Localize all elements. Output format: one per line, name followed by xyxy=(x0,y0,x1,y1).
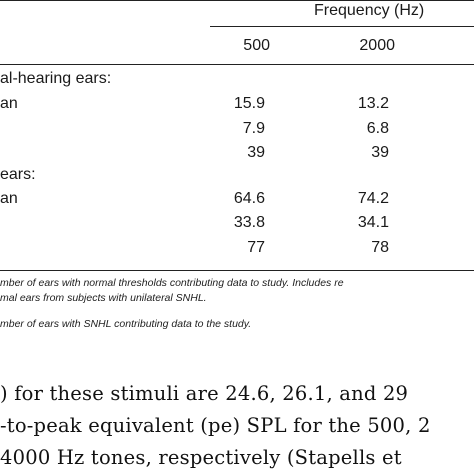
frequency-header: Frequency (Hz) xyxy=(314,2,425,19)
table-cell: 15.9 xyxy=(233,95,265,112)
footnote: mber of ears with SNHL contributing data to the study. xyxy=(0,318,252,330)
body-text-line: 4000 Hz tones, respectively (Stapells et xyxy=(0,446,402,469)
table-cell: 34.1 xyxy=(357,214,389,231)
table-cell: 39 xyxy=(371,144,389,161)
body-text-line: -to-peak equivalent (pe) SPL for the 500, 2 xyxy=(0,414,431,437)
row-label: an xyxy=(0,190,18,207)
table-bottom-rule xyxy=(0,270,474,271)
table-cell: 33.8 xyxy=(233,214,265,231)
table-top-rule xyxy=(0,0,474,1)
header-bottom-rule xyxy=(0,64,474,65)
frequency-underline xyxy=(210,26,474,27)
table-cell: 74.2 xyxy=(357,190,389,207)
table-cell: 7.9 xyxy=(242,120,265,137)
table-cell: 13.2 xyxy=(357,95,389,112)
footnote: mal ears from subjects with unilateral SNHL. xyxy=(0,292,207,304)
body-text-line: ) for these stimuli are 24.6, 26.1, and 29 xyxy=(0,382,409,405)
table-cell: 77 xyxy=(247,239,265,256)
table-cell: 78 xyxy=(371,239,389,256)
table-cell: 39 xyxy=(247,144,265,161)
table-cell: 64.6 xyxy=(233,190,265,207)
footnote: mber of ears with normal thresholds contributing data to study. Includes re xyxy=(0,277,344,289)
column-header-2000: 2000 xyxy=(359,37,395,54)
table-cell: 6.8 xyxy=(366,120,389,137)
column-header-500: 500 xyxy=(243,37,270,54)
row-label: an xyxy=(0,95,18,112)
section-title-normal-hearing: al-hearing ears: xyxy=(0,70,112,87)
section-title-snhl: ears: xyxy=(0,166,36,183)
